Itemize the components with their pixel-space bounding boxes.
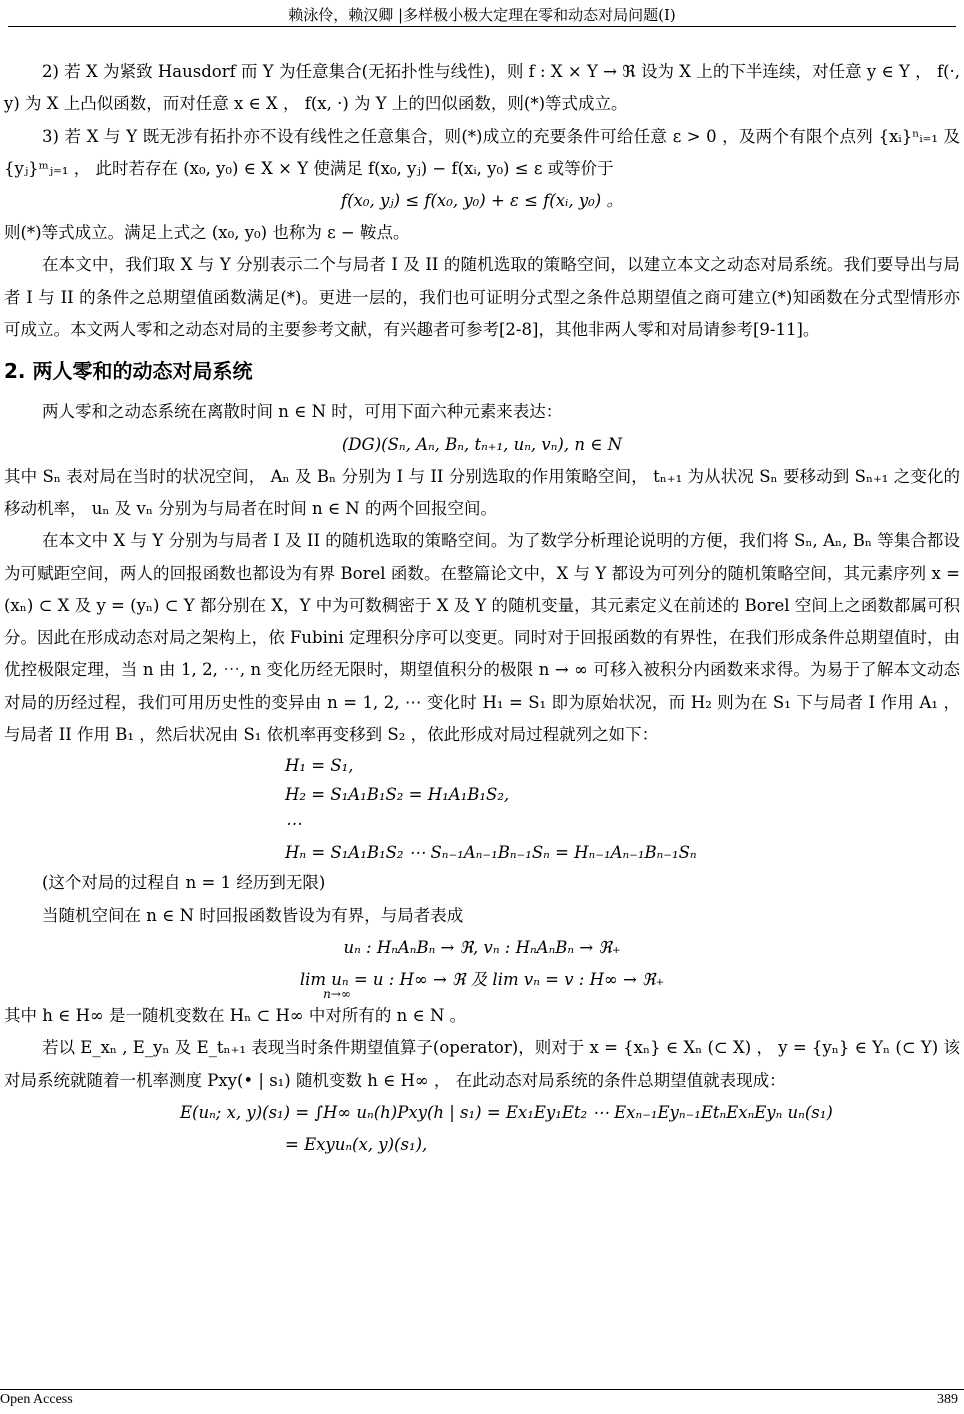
equation: (DG)(Sₙ, Aₙ, Bₙ, tₙ₊₁, uₙ, vₙ), n ∈ N [341, 434, 623, 454]
equation-line: ⋯ [285, 814, 302, 834]
equation: lim uₙ = u : H∞ → ℜ 及 lim vₙ = v : H∞ → ℜ₊ [299, 969, 665, 989]
footer-rule [0, 1389, 964, 1390]
equation-block [285, 751, 964, 867]
paragraph: 3) 若 X 与 Y 既无涉有拓扑亦不设有线性之任意集合，则(*)成立的充要条件可给任意 ε > 0 ，及两个有限个点列 {xᵢ}ⁿᵢ₌₁ 及 {yⱼ}ᵐⱼ₌₁ ， 此时若存在 (x₀, y₀) ∈ X × Y 使满足 f(x₀, yⱼ) − f(xᵢ, y₀) ≤ ε 或等价于 [4, 126, 960, 178]
running-head: 赖泳伶，赖汉卿 |多样极小极大定理在零和动态对局问题(I) [288, 6, 676, 24]
page-number: 389 [937, 1392, 958, 1407]
section-title: 2. 两人零和的动态对局系统 [4, 359, 253, 384]
paragraph: 在本文中，我们取 X 与 Y 分别表示二个与局者 I 及 II 的随机选取的策略空间，以建立本文之动态对局系统。我们要导出与局者 I 与 II 的条件之总期望值函数满足(*)。更进一层的，我们也可证明分式型之条件总期望值之商可建立(*)知函数在分式型情形亦可成立。本文两人零和之动态对局的主要参考文献，有兴趣者可参考[2-8]，其他非两人零和对局请参考[9-11]。 [4, 255, 960, 340]
paragraph: 两人零和之动态系统在离散时间 n ∈ N 时，可用下面六种元素来表达： [42, 402, 563, 422]
equation-line: H₁ = S₁, [285, 756, 354, 776]
paragraph: 2) 若 X 为紧致 Hausdorf 而 Y 为任意集合(无拓扑性与线性)，则 f : X × Y → ℜ 设为 X 上的下半连续，对任意 y ∈ Y ， f(·, y) 为 X 上凸似函数，而对任意 x ∈ X ， f(x, ·) 为 Y 上的凹似函数，则(*)等式成立。 [4, 62, 960, 114]
equation-line: Hₙ = S₁A₁B₁S₂ ⋯ Sₙ₋₁Aₙ₋₁Bₙ₋₁Sₙ = Hₙ₋₁Aₙ₋₁Bₙ₋₁Sₙ [285, 843, 697, 863]
paragraph: 其中 Sₙ 表对局在当时的状况空间， Aₙ 及 Bₙ 分别为 I 与 II 分别选取的作用策略空间， tₙ₊₁ 为从状况 Sₙ 要移动到 Sₙ₊₁ 之变化的移动机率， uₙ 及 vₙ 分别为与局者在时间 n ∈ N 的两个回报空间。 [4, 466, 960, 518]
equation-line: H₂ = S₁A₁B₁S₂ = H₁A₁B₁S₂, [285, 785, 510, 805]
paragraph: 其中 h ∈ H∞ 是一随机变数在 Hₙ ⊂ H∞ 中对所有的 n ∈ N 。 [4, 1005, 467, 1025]
equation: = Exyuₙ(x, y)(s₁), [285, 1134, 428, 1154]
footer-open-access: Open Access [0, 1392, 73, 1407]
paragraph: 在本文中 X 与 Y 分别为与局者 I 及 II 的随机选取的策略空间。为了数学分析理论说明的方便，我们将 Sₙ, Aₙ, Bₙ 等集合都设为可赋距空间，两人的回报函数也都设为有界 Borel 函数。在整篇论文中，X 与 Y 都设为可列分的随机策略空间，其元素序列 x = (xₙ) ⊂ X 及 y = (yₙ) ⊂ Y 都分别在 X，Y 中为可数稠密于 X 及 Y 的随机变量，其元素定义在前述的 Borel 空间上之函数都属可积分。因此在形成动态对局之架构上，依 Fubini 定理积分序可以变更。同时对于回报函数的有界性，在我们形成条件总期望值时，由优控极限定理，当 n 由 1, 2, ⋯, n 变化历经无限时，期望值积分的极限 n → ∞ 可移入被积分内函数来求得。为易于了解本文动态对局的历经过程，我们可用历史性的变异由 n = 1, 2, ⋯ 变化时 H₁ = S₁ 即为原始状况，而 H₂ 则为在 S₁ 下与局者 I 作用 A₁ ，与局者 II 作用 B₁ ，然后状况由 S₁ 依机率再变移到 S₂ ，依此形成对局过程就列之如下： [4, 531, 960, 745]
body-text [0, 56, 964, 1161]
equation: f(x₀, yⱼ) ≤ f(x₀, y₀) + ε ≤ f(xᵢ, y₀) 。 [341, 191, 623, 211]
paragraph: 若以 E_xₙ , E_yₙ 及 E_tₙ₊₁ 表现当时条件期望值算子(operator)，则对于 x = {xₙ} ∈ Xₙ (⊂ X) ， y = {yₙ} ∈ Yₙ (⊂ Y) 该对局系统就随着一机率测度 Pxy(• | s₁) 随机变数 h ∈ H∞ ， 在此动态对局系统的条件总期望值就表现成： [4, 1038, 960, 1090]
limit-subscript: n→∞ [323, 986, 351, 1001]
equation: uₙ : HₙAₙBₙ → ℜ, vₙ : HₙAₙBₙ → ℜ₊ [343, 937, 621, 957]
equation: E(uₙ; x, y)(s₁) = ∫H∞ uₙ(h)Pxy(h | s₁) = Ex₁Ey₁Et₂ ⋯ Exₙ₋₁Eyₙ₋₁EtₙExₙEyₙ uₙ(s₁) [180, 1102, 833, 1122]
paragraph: (这个对局的过程自 n = 1 经历到无限) [42, 873, 326, 893]
paragraph: 当随机空间在 n ∈ N 时回报函数皆设为有界，与局者表成 [42, 905, 464, 925]
paragraph: 则(*)等式成立。满足上式之 (x₀, y₀) 也称为 ε − 鞍点。 [4, 223, 410, 243]
header-rule [8, 26, 956, 27]
